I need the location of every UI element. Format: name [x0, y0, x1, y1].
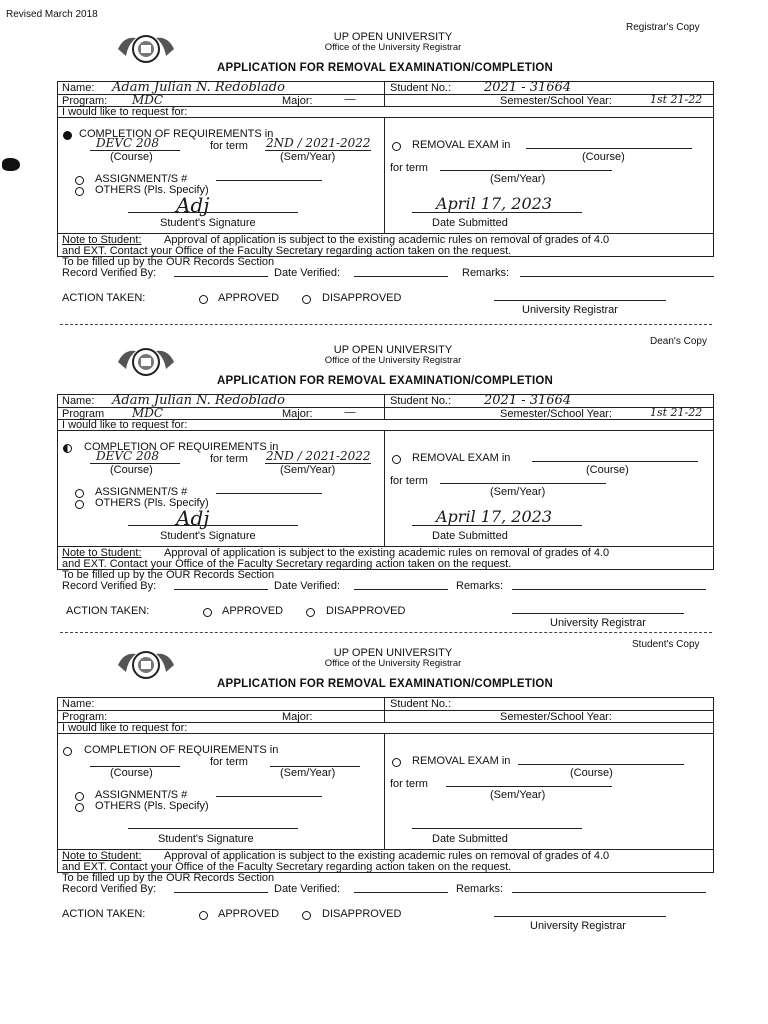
student-no-label: Student No.:: [390, 698, 452, 710]
term-value: 2ND / 2021-2022: [266, 136, 371, 150]
removal-for-term-label: for term: [390, 778, 428, 790]
university-seal-icon: [114, 32, 178, 66]
registrar-caption: University Registrar: [550, 617, 646, 629]
remarks-label: Remarks:: [456, 580, 504, 592]
date-submitted-value: April 17, 2023: [436, 194, 553, 213]
course-value: DEVC 208: [96, 136, 159, 150]
form-title: APPLICATION FOR REMOVAL EXAMINATION/COMPLETION: [216, 678, 554, 690]
disapproved-radio[interactable]: [306, 608, 315, 617]
registrar-caption: University Registrar: [522, 304, 618, 316]
filled-by-label: To be filled up by the OUR Records Section: [62, 569, 275, 581]
signature-caption: Student's Signature: [160, 530, 256, 542]
action-taken-label: ACTION TAKEN:: [62, 292, 146, 304]
date-submitted-caption: Date Submitted: [432, 530, 508, 542]
others-radio[interactable]: [75, 803, 84, 812]
approved-radio[interactable]: [199, 911, 208, 920]
note-text-2: and EXT. Contact your Office of the Faculty Secretary regarding action taken on the request.: [62, 558, 512, 570]
major-value: —: [344, 405, 356, 419]
registrar-caption: University Registrar: [530, 920, 626, 932]
date-submitted-caption: Date Submitted: [432, 217, 508, 229]
for-term-label: for term: [210, 453, 248, 465]
completion-label: COMPLETION OF REQUIREMENTS in: [79, 128, 274, 140]
name-label: Name:: [62, 82, 95, 94]
record-verified-label: Record Verified By:: [62, 267, 157, 279]
course-caption: (Course): [110, 767, 153, 779]
course-value: DEVC 208: [96, 449, 159, 463]
approved-radio[interactable]: [199, 295, 208, 304]
removal-semyear-caption: (Sem/Year): [490, 486, 546, 498]
office-name: Office of the University Registrar: [324, 355, 462, 366]
completion-radio[interactable]: [63, 444, 72, 453]
assignment-radio[interactable]: [75, 489, 84, 498]
program-value: MDC: [132, 93, 164, 107]
others-label: OTHERS (Pls. Specify): [95, 184, 209, 196]
completion-label: COMPLETION OF REQUIREMENTS in: [84, 441, 279, 453]
form-title: APPLICATION FOR REMOVAL EXAMINATION/COMPLETION: [216, 62, 554, 74]
course-caption: (Course): [110, 151, 153, 163]
cut-line: [60, 632, 712, 633]
note-text: Approval of application is subject to the existing academic rules on removal of grades of 4.0: [164, 234, 610, 246]
major-label: Major:: [282, 711, 313, 723]
program-value: MDC: [132, 406, 164, 420]
others-radio[interactable]: [75, 500, 84, 509]
assignment-radio[interactable]: [75, 792, 84, 801]
filled-by-label: To be filled up by the OUR Records Section: [62, 256, 275, 268]
action-taken-label: ACTION TAKEN:: [62, 908, 146, 920]
others-radio[interactable]: [75, 187, 84, 196]
semyear-caption: (Sem/Year): [280, 464, 336, 476]
request-label: I would like to request for:: [62, 106, 188, 118]
removal-label: REMOVAL EXAM in: [412, 452, 511, 464]
major-label: Major:: [282, 95, 313, 107]
date-verified-label: Date Verified:: [274, 267, 341, 279]
name-value: Adam Julian N. Redoblado: [112, 393, 285, 408]
filled-by-label: To be filled up by the OUR Records Section: [62, 872, 275, 884]
completion-radio[interactable]: [63, 747, 72, 756]
date-verified-label: Date Verified:: [274, 580, 341, 592]
semester-label: Semester/School Year:: [500, 408, 612, 420]
name-value: Adam Julian N. Redoblado: [112, 80, 285, 95]
others-label: OTHERS (Pls. Specify): [95, 497, 209, 509]
completion-radio[interactable]: [63, 131, 72, 140]
removal-semyear-caption: (Sem/Year): [490, 789, 546, 801]
disapproved-radio[interactable]: [302, 295, 311, 304]
request-label: I would like to request for:: [62, 722, 188, 734]
removal-radio[interactable]: [392, 142, 401, 151]
removal-course-caption: (Course): [586, 464, 629, 476]
semyear-caption: (Sem/Year): [280, 151, 336, 163]
cut-line: [60, 324, 712, 325]
removal-semyear-caption: (Sem/Year): [490, 173, 546, 185]
removal-course-caption: (Course): [570, 767, 613, 779]
term-value: 2ND / 2021-2022: [266, 449, 371, 463]
note-title: Note to Student:: [62, 547, 142, 559]
disapproved-radio[interactable]: [302, 911, 311, 920]
remarks-label: Remarks:: [462, 267, 510, 279]
name-label: Name:: [62, 698, 95, 710]
university-name: UP OPEN UNIVERSITY: [333, 344, 453, 356]
note-text-2: and EXT. Contact your Office of the Faculty Secretary regarding action taken on the request.: [62, 861, 512, 873]
date-submitted-caption: Date Submitted: [432, 833, 508, 845]
removal-radio[interactable]: [392, 758, 401, 767]
student-signature: Adj: [176, 193, 210, 217]
record-verified-label: Record Verified By:: [62, 883, 157, 895]
semester-value: 1st 21-22: [650, 406, 703, 419]
assignment-radio[interactable]: [75, 176, 84, 185]
approved-label: APPROVED: [218, 908, 280, 920]
disapproved-label: DISAPPROVED: [322, 292, 402, 304]
program-label: Program:: [62, 95, 108, 107]
office-name: Office of the University Registrar: [324, 658, 462, 669]
removal-label: REMOVAL EXAM in: [412, 755, 511, 767]
date-verified-label: Date Verified:: [274, 883, 341, 895]
assignment-label: ASSIGNMENT/S #: [95, 789, 188, 801]
signature-caption: Student's Signature: [158, 833, 254, 845]
completion-label: COMPLETION OF REQUIREMENTS in: [84, 744, 279, 756]
semester-value: 1st 21-22: [650, 93, 703, 106]
removal-radio[interactable]: [392, 455, 401, 464]
university-seal-icon: [114, 648, 178, 682]
note-text: Approval of application is subject to the existing academic rules on removal of grades of 4.0: [164, 547, 610, 559]
others-label: OTHERS (Pls. Specify): [95, 800, 209, 812]
university-seal-icon: [114, 345, 178, 379]
program-label: Program:: [62, 711, 108, 723]
date-submitted-value: April 17, 2023: [436, 507, 553, 526]
note-title: Note to Student:: [62, 850, 142, 862]
note-text: Approval of application is subject to the existing academic rules on removal of grades of 4.0: [164, 850, 610, 862]
major-value: —: [344, 92, 356, 106]
course-caption: (Course): [110, 464, 153, 476]
university-name: UP OPEN UNIVERSITY: [333, 647, 453, 659]
assignment-label: ASSIGNMENT/S #: [95, 486, 188, 498]
ink-blot: [2, 158, 20, 171]
approved-label: APPROVED: [218, 292, 280, 304]
university-name: UP OPEN UNIVERSITY: [333, 31, 453, 43]
student-signature: Adj: [176, 506, 210, 530]
for-term-label: for term: [210, 140, 248, 152]
student-no-value: 2021 - 31664: [484, 80, 572, 95]
semester-label: Semester/School Year:: [500, 95, 612, 107]
copy-label: Registrar's Copy: [626, 22, 700, 33]
approved-radio[interactable]: [203, 608, 212, 617]
record-verified-label: Record Verified By:: [62, 580, 157, 592]
form-title: APPLICATION FOR REMOVAL EXAMINATION/COMPLETION: [216, 375, 554, 387]
signature-caption: Student's Signature: [160, 217, 256, 229]
request-label: I would like to request for:: [62, 419, 188, 431]
removal-for-term-label: for term: [390, 162, 428, 174]
revised-note: Revised March 2018: [6, 9, 98, 20]
removal-for-term-label: for term: [390, 475, 428, 487]
student-no-label: Student No.:: [390, 82, 452, 94]
removal-label: REMOVAL EXAM in: [412, 139, 511, 151]
copy-label: Student's Copy: [632, 639, 700, 650]
student-no-label: Student No.:: [390, 395, 452, 407]
name-label: Name:: [62, 395, 95, 407]
removal-course-caption: (Course): [582, 151, 625, 163]
remarks-label: Remarks:: [456, 883, 504, 895]
student-no-value: 2021 - 31664: [484, 393, 572, 408]
approved-label: APPROVED: [222, 605, 284, 617]
major-label: Major:: [282, 408, 313, 420]
semyear-caption: (Sem/Year): [280, 767, 336, 779]
note-title: Note to Student:: [62, 234, 142, 246]
disapproved-label: DISAPPROVED: [322, 908, 402, 920]
action-taken-label: ACTION TAKEN:: [66, 605, 150, 617]
note-text-2: and EXT. Contact your Office of the Faculty Secretary regarding action taken on the request.: [62, 245, 512, 257]
program-label: Program: [62, 408, 105, 420]
assignment-label: ASSIGNMENT/S #: [95, 173, 188, 185]
semester-label: Semester/School Year:: [500, 711, 612, 723]
disapproved-label: DISAPPROVED: [326, 605, 406, 617]
copy-label: Dean's Copy: [650, 336, 707, 347]
office-name: Office of the University Registrar: [324, 42, 462, 53]
for-term-label: for term: [210, 756, 248, 768]
